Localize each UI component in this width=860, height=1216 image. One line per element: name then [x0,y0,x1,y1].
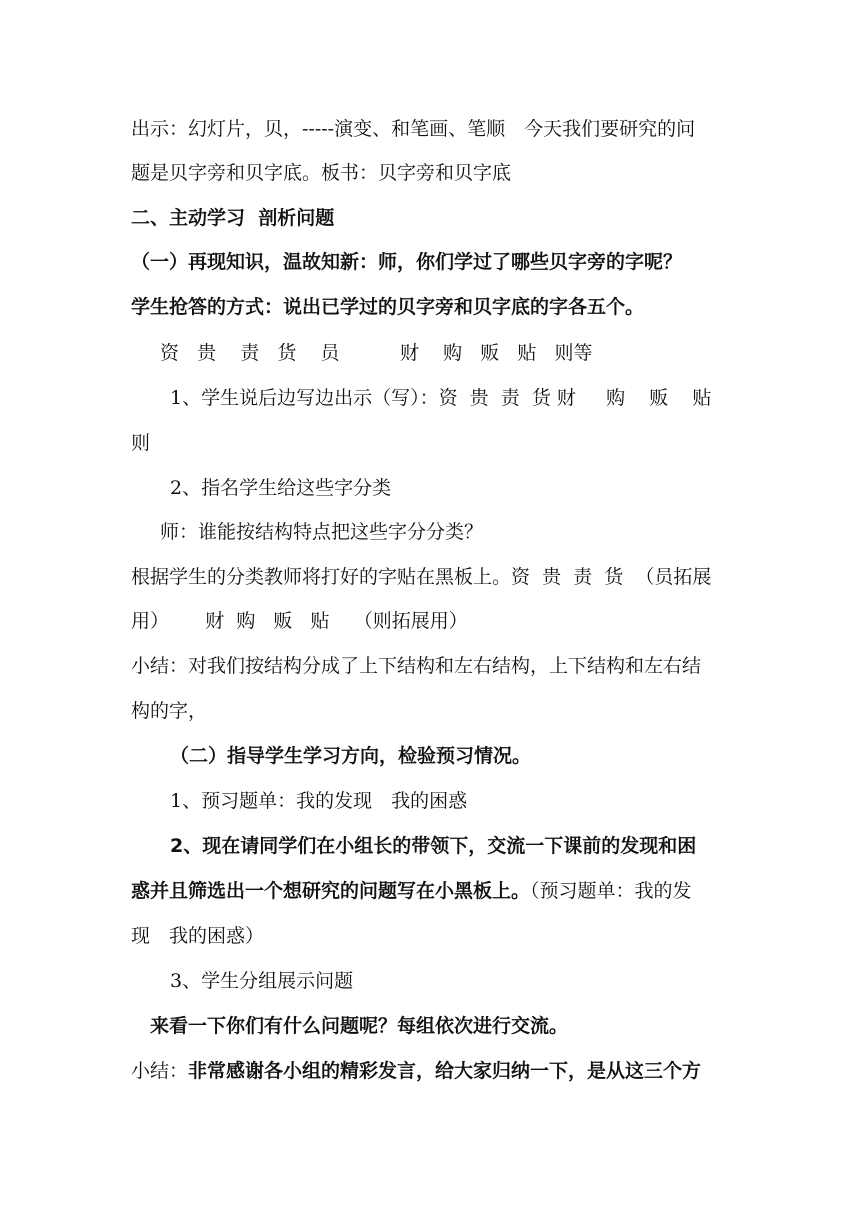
exchange-prompt: 来看一下你们有什么问题呢？每组依次进行交流。 [150,1015,569,1037]
character-list: 资 贵 责 货 员 财 购 贩 贴 则等 [160,342,593,364]
subsection-heading-2: （二）指导学生学习方向，检验预习情况。 [170,745,532,767]
bold-line-instruction: 学生抢答的方式：说出已学过的贝字旁和贝字底的字各五个。 [131,296,645,318]
preview-sheet-line: 1、预习题单：我的发现 我的困惑 [170,790,468,812]
summary-line-2: 构的字， [131,700,208,722]
classification-line: 根据学生的分类教师将打好的字贴在黑板上。资 贵 责 货 （员拓展 [131,566,712,588]
group-discussion-note: （预习题单：我的发 [530,880,692,902]
teacher-question: 师：谁能按结构特点把这些字分分类？ [160,521,484,543]
group-discussion-note-end: 现 我的困惑） [131,925,265,947]
group-discussion-bold: 惑并且筛选出一个想研究的问题写在小黑板上。 [131,880,531,902]
group-discussion-line: 2、现在请同学们在小组长的带领下，交流一下课前的发现和困 [170,835,697,857]
paragraph-line-1: 出示：幻灯片，贝，-----演变、和笔画、笔顺 今天我们要研究的问 [131,118,696,140]
final-summary-line [131,1059,701,1083]
step-1-continuation: 则 [131,432,151,454]
final-summary-text: 非常感谢各小组的精彩发言，给大家归纳一下，是从这三个方 [188,1060,702,1082]
summary-line-1: 小结：对我们按结构分成了上下结构和左右结构，上下结构和左右结 [131,655,702,677]
step-1-line: 1、学生说后边写边出示（写）：资 贵 责 货 财 购 贩 贴 [170,387,712,409]
paragraph-line-2: 题是贝字旁和贝字底。板书：贝字旁和贝字底 [131,162,512,184]
group-discussion-continuation [131,879,692,903]
step-3-line: 3、学生分组展示问题 [170,970,354,992]
step-2-line: 2、指名学生给这些字分类 [170,477,392,499]
final-summary-label: 小结： [131,1060,189,1082]
subsection-heading-1: （一）再现知识，温故知新：师，你们学过了哪些贝字旁的字呢？ [131,251,683,273]
classification-continuation: 用） 财 购 贩 贴 （则拓展用） [131,610,468,632]
section-heading-2: 二、主动学习 剖析问题 [131,207,335,229]
